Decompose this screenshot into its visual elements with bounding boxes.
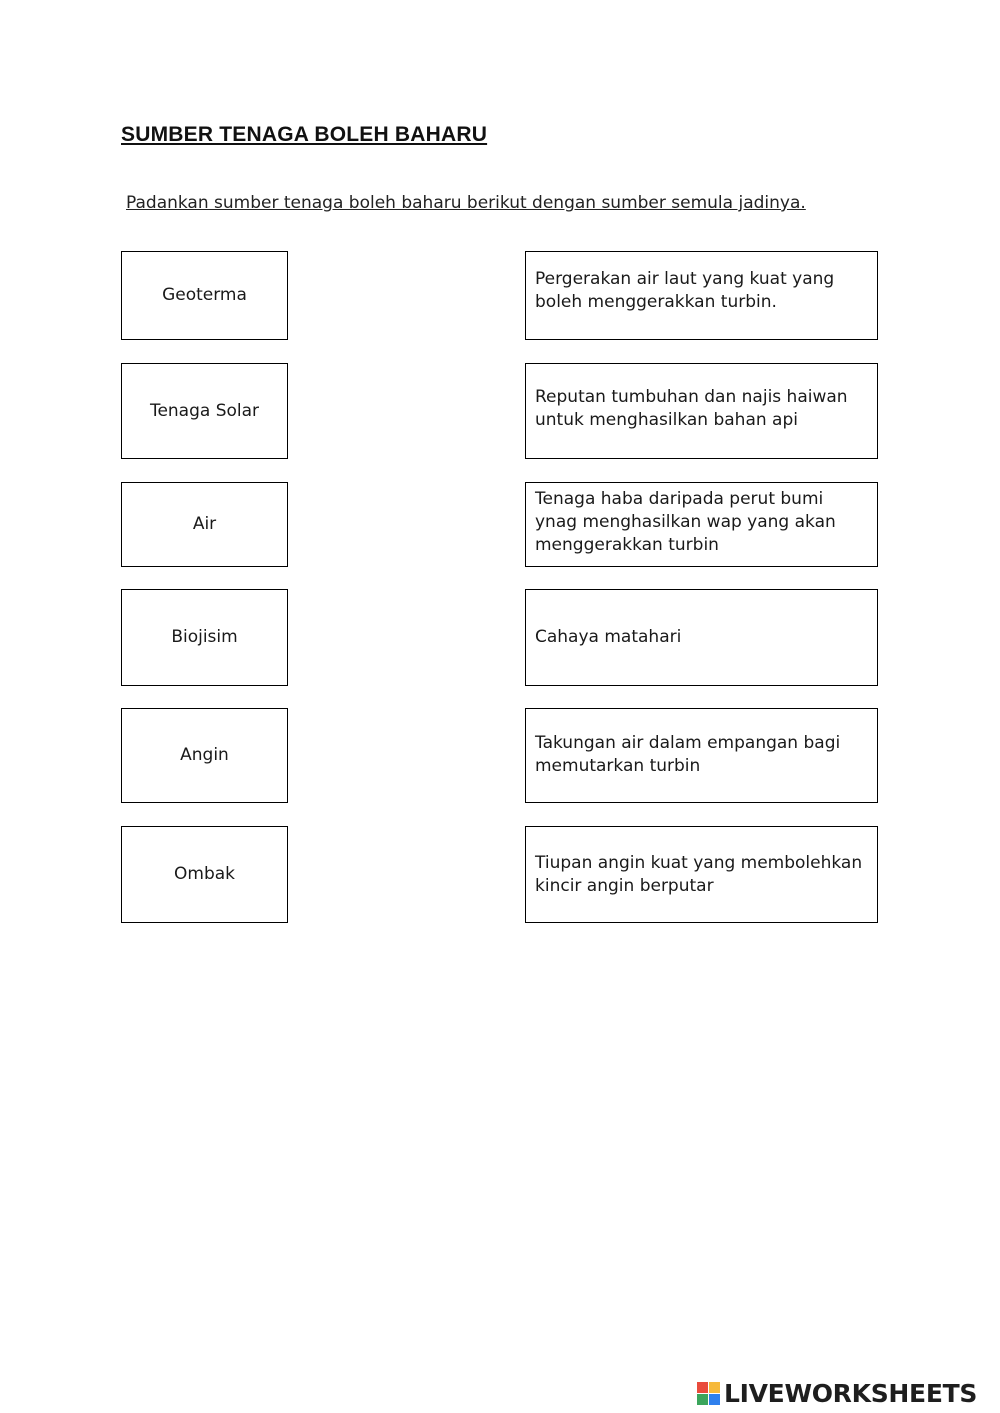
source-label: Air [192, 514, 217, 534]
description-box-5[interactable] [525, 708, 878, 803]
source-box-tenaga-solar[interactable] [121, 363, 288, 459]
logo-text: LIVEWORKSHEETS [724, 1379, 978, 1408]
description-box-2[interactable] [525, 363, 878, 459]
description-text: Pergerakan air laut yang kuat yang boleh menggerakkan turbin. [535, 268, 835, 312]
source-label: Geoterma [162, 285, 247, 305]
source-label: Biojisim [171, 627, 238, 647]
description-box-1[interactable] [525, 251, 878, 340]
source-box-biojisim[interactable] [121, 589, 288, 686]
description-text: Reputan tumbuhan dan najis haiwan untuk menghasilkan bahan api [535, 387, 848, 430]
source-label: Tenaga Solar [149, 400, 260, 421]
description-text: Tiupan angin kuat yang membolehkan kincir angin berputar [535, 852, 863, 896]
worksheet-title: SUMBER TENAGA BOLEH BAHARU [121, 123, 488, 146]
description-text: Cahaya matahari [535, 627, 682, 647]
source-box-air[interactable] [121, 482, 288, 567]
logo-square-yellow [709, 1382, 720, 1393]
source-box-ombak[interactable] [121, 826, 288, 923]
source-label: Angin [180, 745, 229, 765]
logo-square-blue [709, 1394, 720, 1405]
logo-square-red [697, 1382, 708, 1393]
liveworksheets-logo [697, 1379, 977, 1408]
source-label: Ombak [174, 864, 235, 884]
source-box-geoterma[interactable] [121, 251, 288, 340]
description-text: Tenaga haba daripada perut bumi ynag menghasilkan wap yang akan menggerakkan turbin [535, 489, 836, 555]
description-box-6[interactable] [525, 826, 878, 923]
description-text: Takungan air dalam empangan bagi memutarkan turbin [535, 732, 841, 776]
liveworksheets-logo-icon [697, 1382, 721, 1406]
worksheet-instruction: Padankan sumber tenaga boleh baharu berikut dengan sumber semula jadinya. [126, 193, 806, 213]
logo-square-green [697, 1394, 708, 1405]
description-box-4[interactable] [525, 589, 878, 686]
source-box-angin[interactable] [121, 708, 288, 803]
description-box-3[interactable] [525, 482, 878, 567]
